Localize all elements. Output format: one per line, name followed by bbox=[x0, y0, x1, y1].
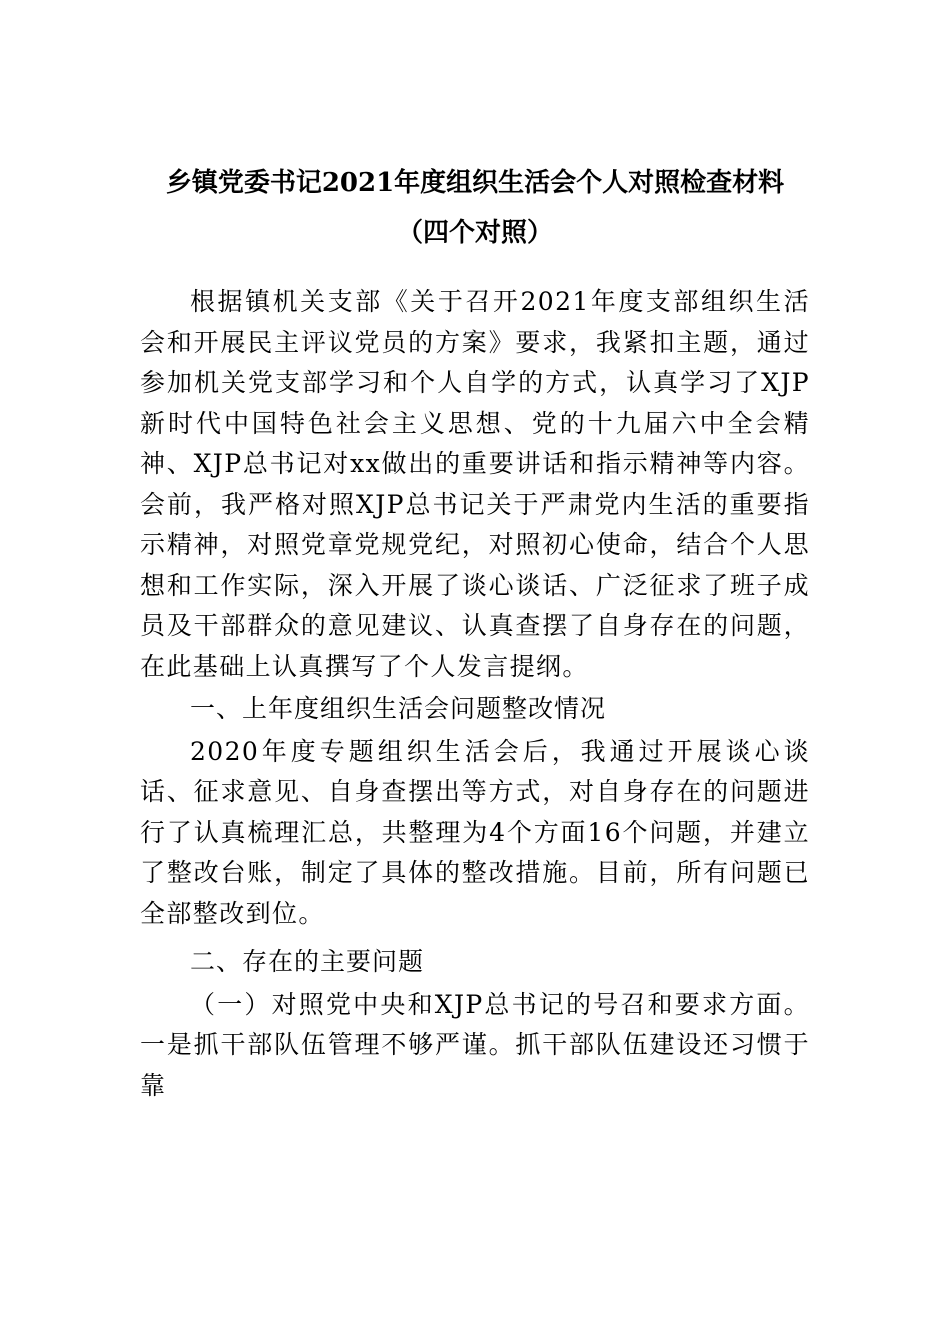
intro-paragraph: 根据镇机关支部《关于召开2021年度支部组织生活会和开展民主评议党员的方案》要求，我紧扣主题，通过参加机关党支部学习和个人自学的方式，认真学习了XJP新时代中国特色社会主义思想、党的十九届六中全会精神、XJP总书记对xx做出的重要讲话和指示精神等内容。会前，我严格对照XJP总书记关于严肃党内生活的重要指示精神，对照党章党规党纪，对照初心使命，结合个人思想和工作实际，深入开展了谈心谈话、广泛征求了班子成员及干部群众的意见建议、认真查摆了自身存在的问题，在此基础上认真撰写了个人发言提纲。 bbox=[140, 287, 810, 681]
section-2-heading: 二、存在的主要问题 bbox=[190, 947, 425, 976]
document-title: 乡镇党委书记2021年度组织生活会个人对照检查材料（四个对照） bbox=[165, 168, 785, 248]
section-2-paragraph: （一）对照党中央和XJP总书记的号召和要求方面。一是抓干部队伍管理不够严谨。抓干部队伍建设还习惯于靠 bbox=[140, 989, 810, 1100]
section-1-heading: 一、上年度组织生活会问题整改情况 bbox=[190, 694, 607, 723]
document-body bbox=[140, 282, 810, 1106]
section-1-paragraph: 2020年度专题组织生活会后，我通过开展谈心谈话、征求意见、自身查摆出等方式，对自身存在的问题进行了认真梳理汇总，共整理为4个方面16个问题，并建立了整改台账，制定了具体的整改措施。目前，所有问题已全部整改到位。 bbox=[140, 736, 810, 928]
